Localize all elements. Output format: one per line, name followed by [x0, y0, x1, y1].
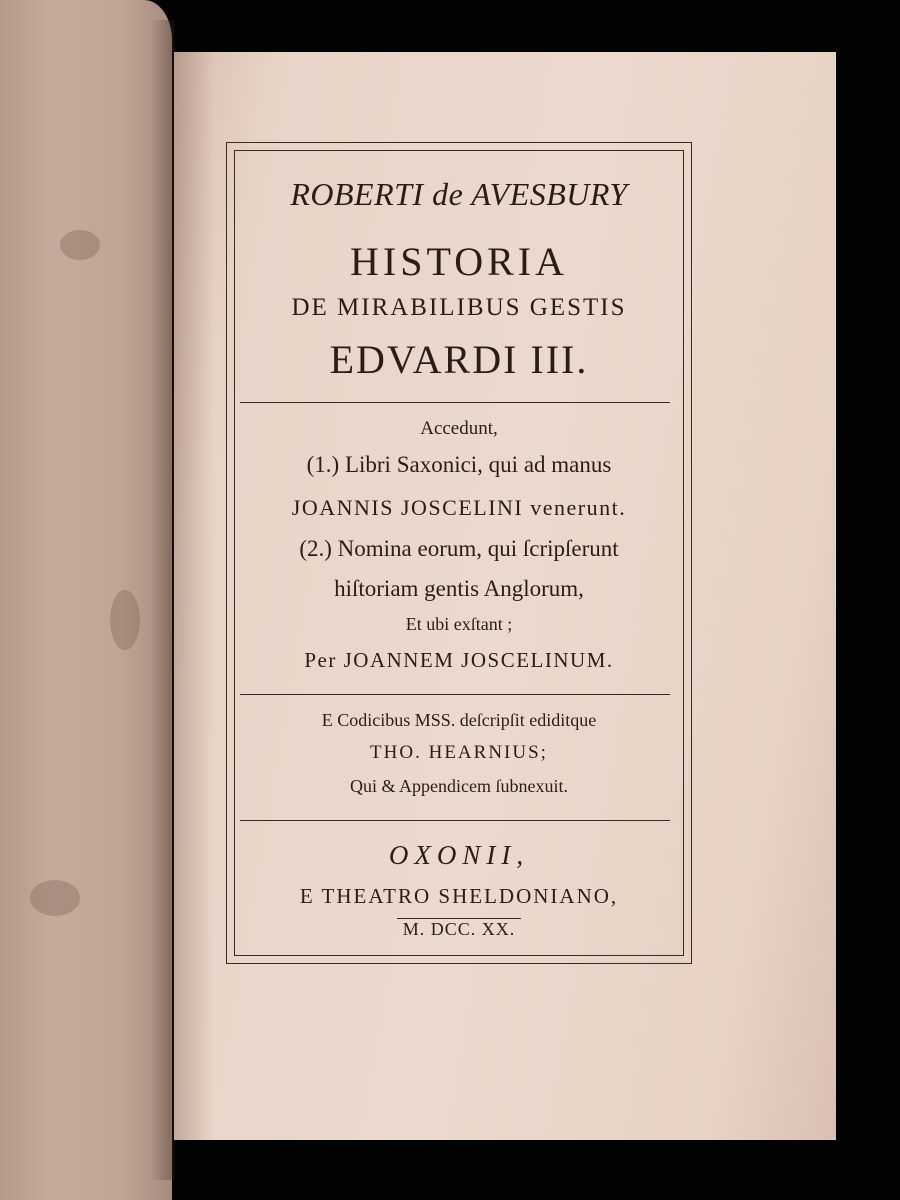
work-subtitle: DE MIRABILIBUS GESTIS [291, 294, 627, 321]
editor-line1: E Codicibus MSS. deſcripſit ediditque [321, 710, 597, 730]
work-title: HISTORIA [350, 239, 568, 284]
book-cover [0, 0, 172, 1200]
gutter-shadow [174, 52, 214, 1140]
imprint-place: OXONII, [388, 840, 530, 870]
author-line: ROBERTI de AVESBURY [290, 176, 628, 212]
imprint-date-line [234, 918, 684, 940]
item2-line1: (2.) Nomina eorum, qui ſcripſerunt [299, 536, 619, 561]
divider-rule [240, 694, 670, 695]
item2-line4: Per JOANNEM JOSCELINUM. [304, 648, 614, 672]
item1-line2: JOANNIS JOSCELINI venerunt. [291, 495, 627, 520]
cover-stain [30, 880, 80, 916]
cover-stain [60, 230, 100, 260]
divider-rule [240, 820, 670, 821]
accedunt-line: Accedunt, [420, 418, 498, 439]
editor-name: THO. HEARNIUS; [370, 742, 548, 763]
work-subject: EDVARDI III. [329, 337, 589, 382]
item2-line2: hiſtoriam gentis Anglorum, [334, 576, 584, 601]
editor-line3: Qui & Appendicem ſubnexuit. [350, 776, 568, 796]
cover-edge-shadow [150, 20, 174, 1180]
item2-line3: Et ubi exſtant ; [405, 614, 513, 634]
item1-line1: (1.) Libri Saxonici, qui ad manus [306, 452, 612, 477]
cover-stain [110, 590, 140, 650]
imprint-date: M. DCC. XX. [397, 918, 522, 940]
title-block [234, 150, 684, 956]
divider-rule [240, 402, 670, 403]
imprint-printer: E THEATRO SHELDONIANO, [299, 884, 619, 908]
